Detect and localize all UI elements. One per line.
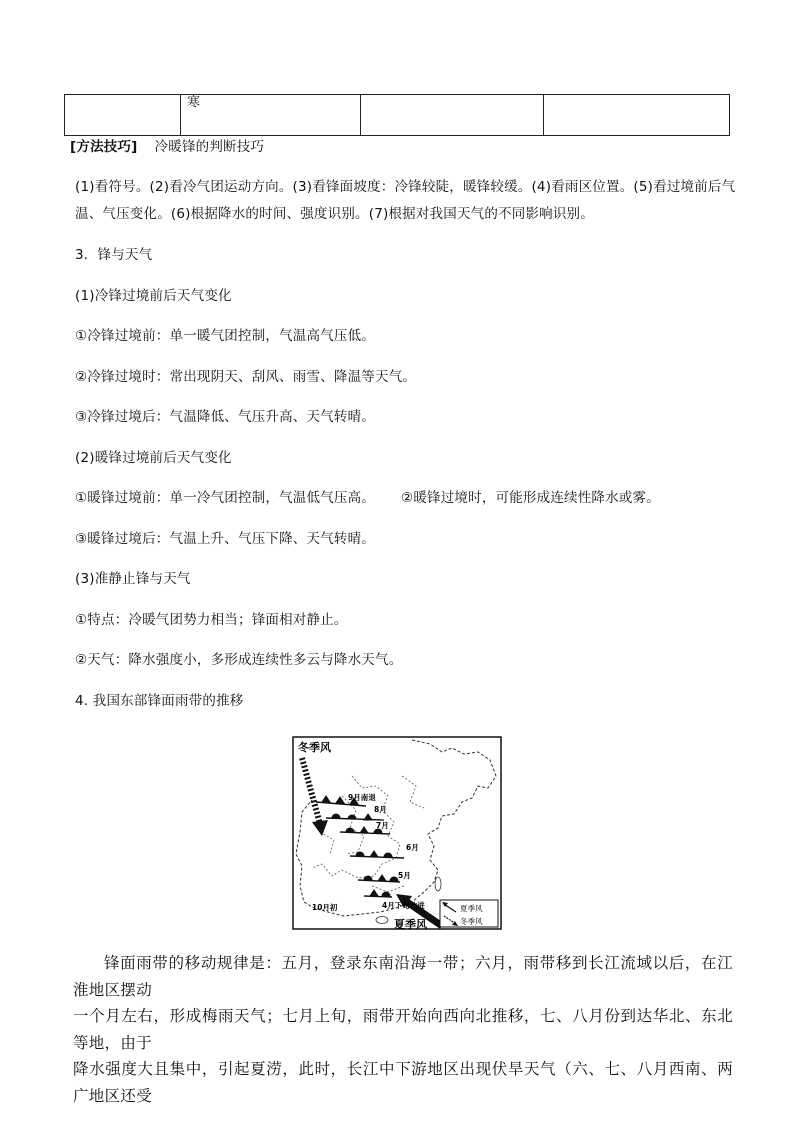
legend-label: 冬季风 xyxy=(460,917,483,926)
map-label: 5月 xyxy=(398,871,411,880)
method-line: 温、气压变化。(6)根据降水的时间、强度识别。(7)根据对我国天气的不同影响识别。 xyxy=(75,206,594,222)
summer-monsoon-label: 夏季风 xyxy=(394,918,427,930)
paragraph-line: 降水强度大且集中，引起夏涝，此时，长江中下游地区出现伏旱天气（六、七、八月西南、两广地区还受 xyxy=(73,1060,733,1105)
paragraph-line: 锋面雨带的移动规律是：五月，登录东南沿海一带；六月，雨带移到长江流域以后，在江淮地区摆动 xyxy=(73,954,733,999)
list-item: ③暖锋过境后：气温上升、气压下降、天气转晴。 xyxy=(75,531,376,547)
table-cell xyxy=(361,95,544,136)
paragraph-line: 一个月左右，形成梅雨天气；七月上旬，雨带开始向西向北推移，七、八月份到达华北、东北等地，由于 xyxy=(73,1007,733,1052)
list-item: ①特点：冷暖气团势力相当；锋面相对静止。 xyxy=(75,612,348,628)
map-label: 6月 xyxy=(406,843,419,852)
table-cell: 寒 xyxy=(181,95,361,136)
map-label: 7月 xyxy=(376,821,389,830)
table-cell xyxy=(65,95,181,136)
list-item: ②暖锋过境时，可能形成连续性降水或雾。 xyxy=(401,490,660,506)
subsection-title: (3)准静止锋与天气 xyxy=(75,571,191,587)
rainbelt-map-figure xyxy=(292,736,502,930)
list-item: ②冷锋过境时：常出现阴天、刮风、雨雪、降温等天气。 xyxy=(75,369,417,385)
subsection-title: (1)冷锋过境前后天气变化 xyxy=(75,288,232,304)
warm-front-row xyxy=(75,489,660,507)
method-heading xyxy=(70,138,264,156)
table-cell xyxy=(544,95,730,136)
subsection-title: (2)暖锋过境前后天气变化 xyxy=(75,450,232,466)
legend-label: 夏季风 xyxy=(460,904,483,913)
rainbelt-map xyxy=(292,736,502,930)
method-tag: [方法技巧] xyxy=(70,139,138,155)
list-item: ②天气：降水强度小，多形成连续性多云与降水天气。 xyxy=(75,652,403,668)
winter-monsoon-label: 冬季风 xyxy=(298,741,331,754)
list-item: ①暖锋过境前：单一冷气团控制，气温低气压高。 xyxy=(75,490,376,506)
climate-table-fragment xyxy=(64,94,730,136)
section-heading: 3．锋与天气 xyxy=(75,247,153,263)
list-item: ①冷锋过境前：单一暖气团控制，气温高气压低。 xyxy=(75,328,376,344)
map-label: 10月初 xyxy=(312,903,338,912)
rainbelt-paragraph xyxy=(73,950,733,1109)
method-line: (1)看符号。(2)看冷气团运动方向。(3)看锋面坡度：冷锋较陡，暖锋较缓。(4)看雨区位置。(5)看过境前后气 xyxy=(75,179,736,195)
map-label: 9月南退 xyxy=(348,793,376,802)
map-label: 8月 xyxy=(374,805,387,814)
method-title: 冷暖锋的判断技巧 xyxy=(154,139,265,155)
table-row xyxy=(65,95,730,136)
list-item: ③冷锋过境后：气温降低、气压升高、天气转晴。 xyxy=(75,409,376,425)
map-label: 4月下旬北进 xyxy=(382,901,425,910)
section-heading: 4. 我国东部锋面雨带的推移 xyxy=(75,693,244,709)
